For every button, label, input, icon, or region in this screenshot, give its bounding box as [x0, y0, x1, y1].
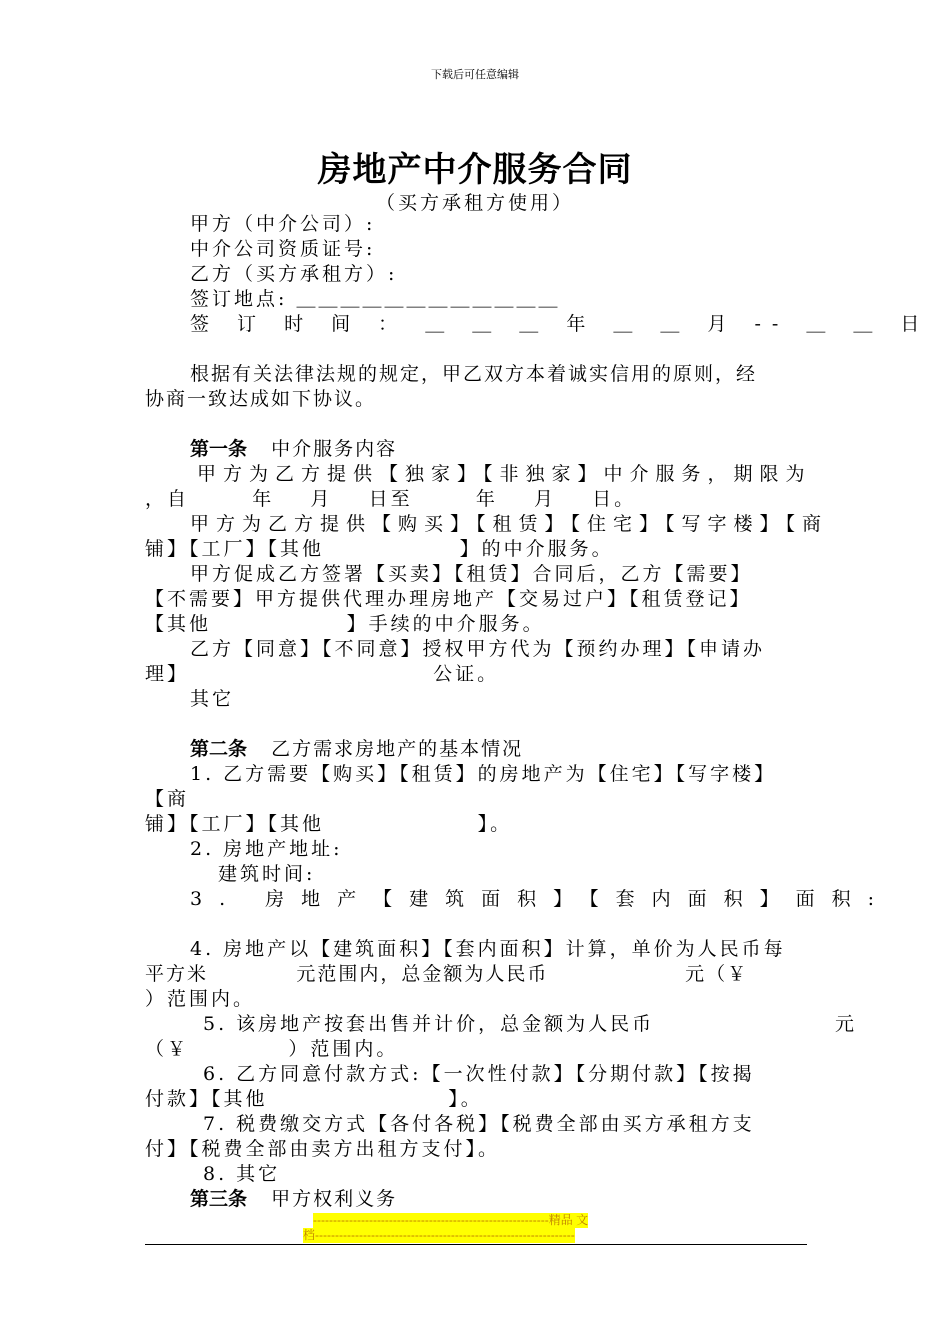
- article-2-line: 平方米 元范围内，总金额为人民币 元（￥: [145, 963, 749, 985]
- signing-date-line: 签 订 时 间 ： ＿ ＿ ＿ 年 ＿ ＿ 月 -- ＿ ＿ 日: [190, 313, 931, 335]
- article-3-heading-row: [190, 1187, 397, 1212]
- article-1-line: 甲方为乙方提供【独家】【非独家】中介服务，期限为: [197, 463, 812, 485]
- article-2-line: ）范围内。: [145, 988, 256, 1010]
- article-1-heading-row: [190, 437, 397, 462]
- article-1-line: 【不需要】甲方提供代理办理房地产【交易过户】【租赁登记】: [145, 588, 752, 610]
- footer-divider: [145, 1244, 807, 1245]
- article-2-title: 乙方需求房地产的基本情况: [271, 738, 524, 760]
- article-2-line: 6. 乙方同意付款方式:【一次性付款】【分期付款】【按揭: [203, 1063, 755, 1085]
- article-2-line: 3. 房地产【建筑面积】【套内面积】面积:: [190, 888, 892, 910]
- footer-stamp-line-2: 档-----------------------------------------------------------------: [303, 1228, 575, 1242]
- article-2-line: 4. 房地产以【建筑面积】【套内面积】计算，单价为人民币每: [190, 938, 786, 960]
- article-2-line: 5. 该房地产按套出售并计价，总金额为人民币 元: [203, 1013, 857, 1035]
- preamble-line-1: 根据有关法律法规的规定，甲乙双方本着诚实信用的原则，经: [190, 363, 758, 385]
- document-subtitle: （买方承租方使用）: [375, 192, 574, 214]
- article-2-heading-row: [190, 737, 523, 762]
- article-2-line: 铺】【工厂】【其他 】。: [145, 813, 513, 835]
- article-2-line: 付】【税费全部由卖方出租方支付】。: [145, 1138, 501, 1160]
- article-2-line: 2. 房地产地址:: [190, 838, 343, 860]
- header-note: 下载后可任意编辑: [431, 68, 519, 81]
- article-2-number: 第二条: [190, 738, 248, 760]
- article-2-line: 7. 税费缴交方式【各付各税】【税费全部由买方承租方支: [203, 1113, 755, 1135]
- article-1-line: 乙方【同意】【不同意】授权甲方代为【预约办理】【申请办: [190, 638, 766, 660]
- article-2-line: 8. 其它: [203, 1163, 281, 1185]
- article-1-line: 甲方为乙方提供【购买】【租赁】【住宅】【写字楼】【商: [190, 513, 829, 535]
- article-1-line: 理】 公证。: [145, 663, 500, 685]
- article-3-number: 第三条: [190, 1188, 248, 1210]
- article-2-line: （￥ ）范围内。: [145, 1038, 399, 1060]
- party-b-line: 乙方（买方承租方）:: [190, 263, 398, 285]
- party-a-line: 甲方（中介公司）:: [190, 213, 376, 235]
- article-1-number: 第一条: [190, 438, 248, 460]
- article-1-line: ，自 年 月 日至 年 月 日。: [145, 488, 637, 510]
- article-1-line: 【其他 】手续的中介服务。: [145, 613, 545, 635]
- preamble-line-2: 协商一致达成如下协议。: [145, 388, 377, 410]
- article-1-line: 甲方促成乙方签署【买卖】【租赁】合同后，乙方【需要】: [190, 563, 753, 585]
- signing-place-line: 签订地点: ＿＿＿＿＿＿＿＿＿＿＿＿: [190, 288, 561, 310]
- article-1-title: 中介服务内容: [271, 438, 398, 460]
- document-title: 房地产中介服务合同: [317, 150, 633, 190]
- article-2-line: 1. 乙方需要【购买】【租赁】的房地产为【住宅】【写字楼】: [190, 763, 777, 785]
- article-2-line: 付款】【其他 】。: [145, 1088, 483, 1110]
- qualification-line: 中介公司资质证号:: [190, 238, 376, 260]
- article-1-line: 铺】【工厂】【其他 】的中介服务。: [145, 538, 614, 560]
- article-1-line: 其它: [190, 688, 235, 710]
- article-2-line: 【商: [145, 788, 190, 810]
- article-2-line: 建筑时间:: [218, 863, 316, 885]
- article-3-title: 甲方权利义务: [271, 1188, 398, 1210]
- footer-stamp-line-1: -----------------------------------------------------------精品 文: [313, 1213, 589, 1227]
